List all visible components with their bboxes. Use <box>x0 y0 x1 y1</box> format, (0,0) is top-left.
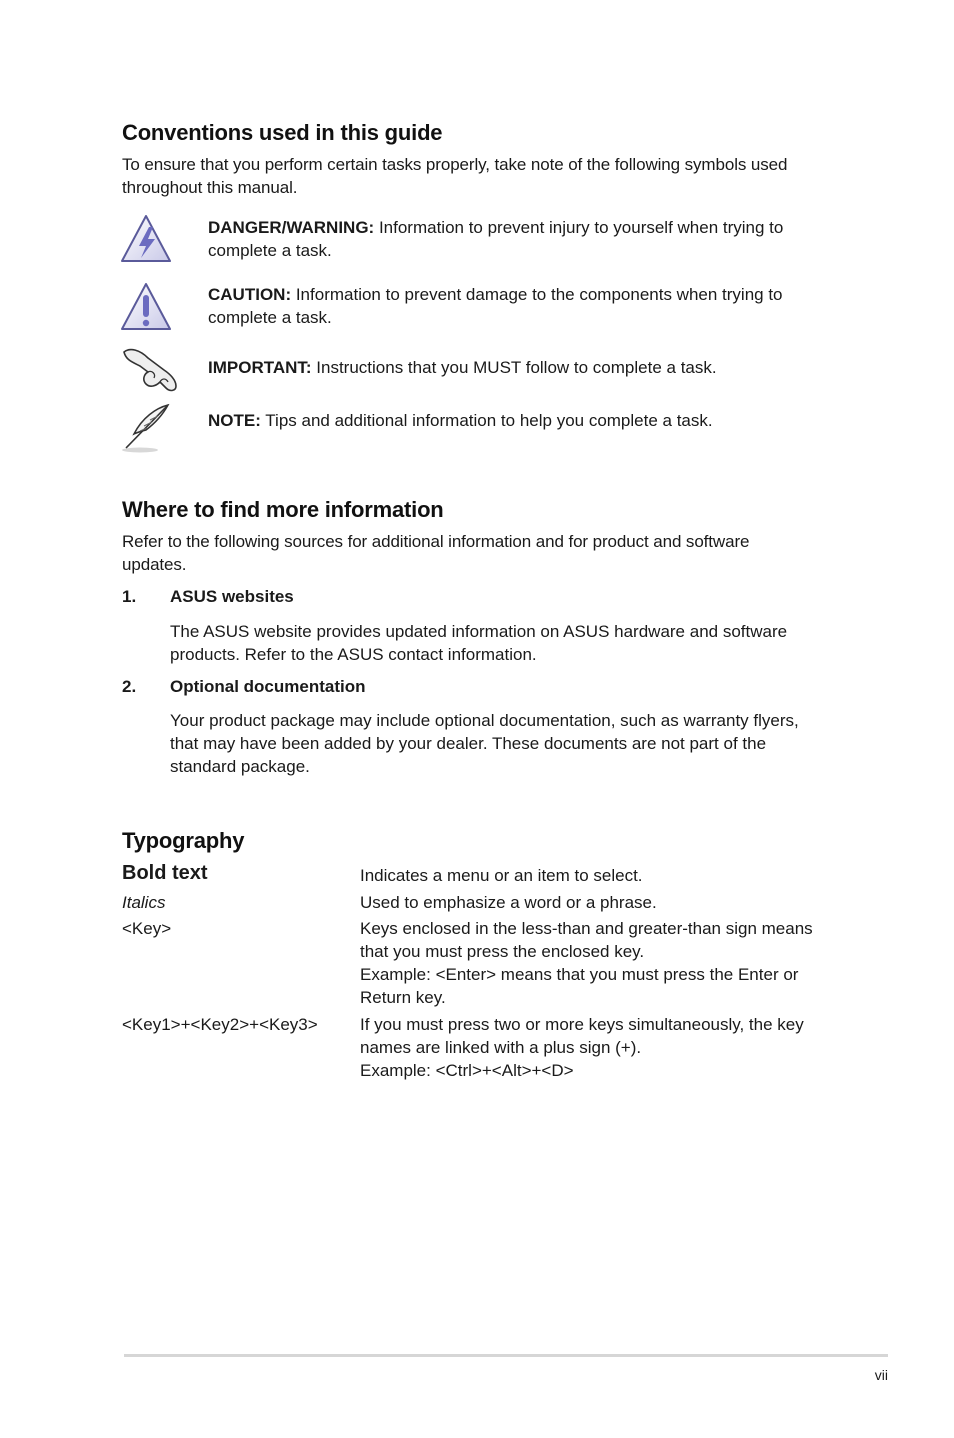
caution-notice <box>208 283 828 329</box>
list-item-number: 1. <box>122 587 137 606</box>
more-info-intro: Refer to the following sources for additional information and for product and software updates. <box>122 532 750 574</box>
important-text: Instructions that you MUST follow to complete a task. <box>311 358 717 377</box>
conventions-intro: To ensure that you perform certain tasks properly, take note of the following symbols used throughout this manual. <box>122 155 788 197</box>
important-label: IMPORTANT: <box>208 358 312 377</box>
more-info-heading: Where to find more information <box>122 497 444 522</box>
list-item-number: 2. <box>122 677 137 696</box>
list-item-body: The ASUS website provides updated information on ASUS hardware and software products. Refer to the ASUS contact information. <box>170 622 788 664</box>
typography-desc: Indicates a menu or an item to select. <box>360 866 643 885</box>
typography-desc: If you must press two or more keys simultaneously, the key names are linked with a plus sign (+). <box>360 1015 804 1057</box>
note-label: NOTE: <box>208 411 261 430</box>
typography-example: Example: <Ctrl>+<Alt>+<D> <box>360 1061 574 1080</box>
important-notice <box>208 356 828 379</box>
typography-term-key-combo: <Key1>+<Key2>+<Key3> <box>122 1015 318 1034</box>
caution-label: CAUTION: <box>208 285 292 304</box>
page-number: vii <box>874 1367 888 1383</box>
note-notice <box>208 409 828 432</box>
list-item-body: Your product package may include optional documentation, such as warranty flyers, that may have been added by your dealer. These documents are not part of the standard package. <box>170 711 799 776</box>
caution-text: Information to prevent damage to the components when trying to complete a task. <box>208 285 783 327</box>
conventions-heading: Conventions used in this guide <box>122 120 443 145</box>
list-item-title: Optional documentation <box>170 677 366 696</box>
danger-warning-text: Information to prevent injury to yourself when trying to complete a task. <box>208 218 784 260</box>
footer-divider <box>124 1354 888 1357</box>
typography-desc: Keys enclosed in the less-than and greater-than sign means that you must press the enclosed key. <box>360 919 813 961</box>
typography-desc: Used to emphasize a word or a phrase. <box>360 893 657 912</box>
danger-warning-notice <box>208 216 828 262</box>
list-item-title: ASUS websites <box>170 587 294 606</box>
danger-warning-icon <box>120 213 180 265</box>
danger-warning-label: DANGER/WARNING: <box>208 218 375 237</box>
typography-term-key: <Key> <box>122 919 172 938</box>
typography-example: Example: <Enter> means that you must press the Enter or Return key. <box>360 965 799 1007</box>
typography-heading: Typography <box>122 828 245 853</box>
important-hand-icon <box>120 344 180 396</box>
note-text: Tips and additional information to help you complete a task. <box>260 411 713 430</box>
caution-icon <box>120 281 180 333</box>
note-quill-icon <box>120 402 180 454</box>
typography-term-bold: Bold text <box>122 862 208 884</box>
typography-term-italics: Italics <box>122 893 166 912</box>
